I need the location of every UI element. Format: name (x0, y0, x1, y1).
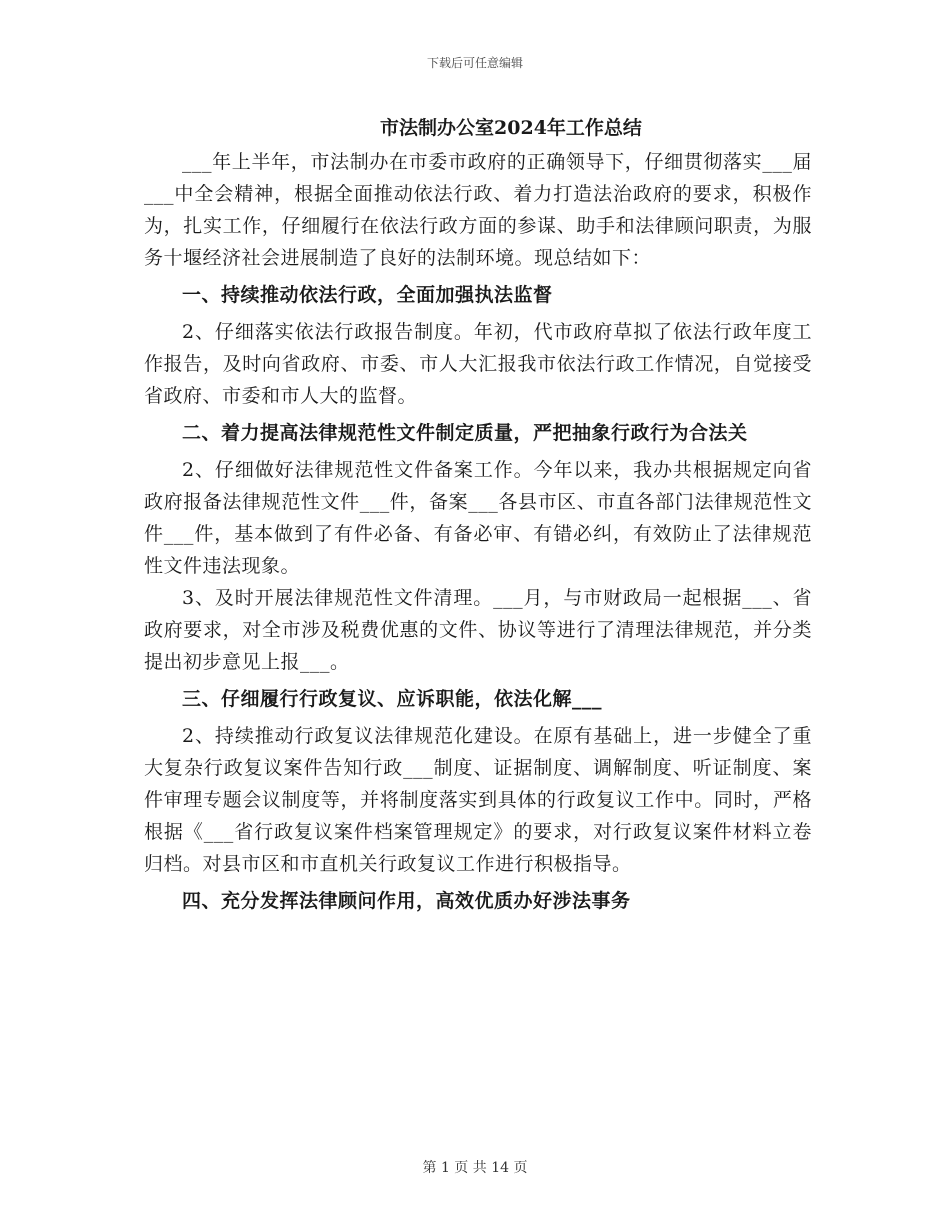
section-heading-3: 三、仔细履行行政复议、应诉职能，依法化解___ (182, 688, 603, 710)
section-heading-1: 一、持续推动依法行政，全面加强执法监督 (182, 284, 553, 306)
section-2-item-2: 2、仔细做好法律规范性文件备案工作。今年以来，我办共根据规定向省政府报备法律规范性文件___件，备案___各县市区、市直各部门法律规范性文件___件，基本做到了有件必备、有备必审、有错必纠，有效防止了法律规范性文件违法现象。 (144, 459, 812, 577)
section-heading-4: 四、充分发挥法律顾问作用，高效优质办好涉法事务 (182, 890, 631, 912)
section-2-item-3: 3、及时开展法律规范性文件清理。___月，与市财政局一起根据___、省政府要求，对全市涉及税费优惠的文件、协议等进行了清理法律规范，并分类提出初步意见上报___。 (144, 587, 812, 673)
page-footer: 第 1 页 共 14 页 (422, 1160, 528, 1176)
section-1-item-2: 2、仔细落实依法行政报告制度。年初，代市政府草拟了依法行政年度工作报告，及时向省政府、市委、市人大汇报我市依法行政工作情况，自觉接受省政府、市委和市人大的监督。 (144, 321, 812, 407)
section-3-item-2: 2、持续推动行政复议法律规范化建设。在原有基础上，进一步健全了重大复杂行政复议案件告知行政___制度、证据制度、调解制度、听证制度、案件审理专题会议制度等，并将制度落实到具体的行政复议工作中。同时，严格根据《___省行政复议案件档案管理规定》的要求，对行政复议案件材料立卷归档。对县市区和市直机关行政复议工作进行积极指导。 (144, 725, 812, 875)
section-heading-2: 二、着力提高法律规范性文件制定质量，严把抽象行政行为合法关 (182, 422, 748, 444)
document-title: 市法制办公室2024年工作总结 (380, 117, 642, 139)
document-body (144, 110, 812, 922)
intro-paragraph: ___年上半年，市法制办在市委市政府的正确领导下，仔细贯彻落实___届___中全会精神，根据全面推动依法行政、着力打造法治政府的要求，积极作为，扎实工作，仔细履行在依法行政方面的参谋、助手和法律顾问职责，为服务十堰经济社会进展制造了良好的法制环境。现总结如下： (144, 151, 812, 269)
header-note: 下载后可任意编辑 (426, 56, 523, 70)
